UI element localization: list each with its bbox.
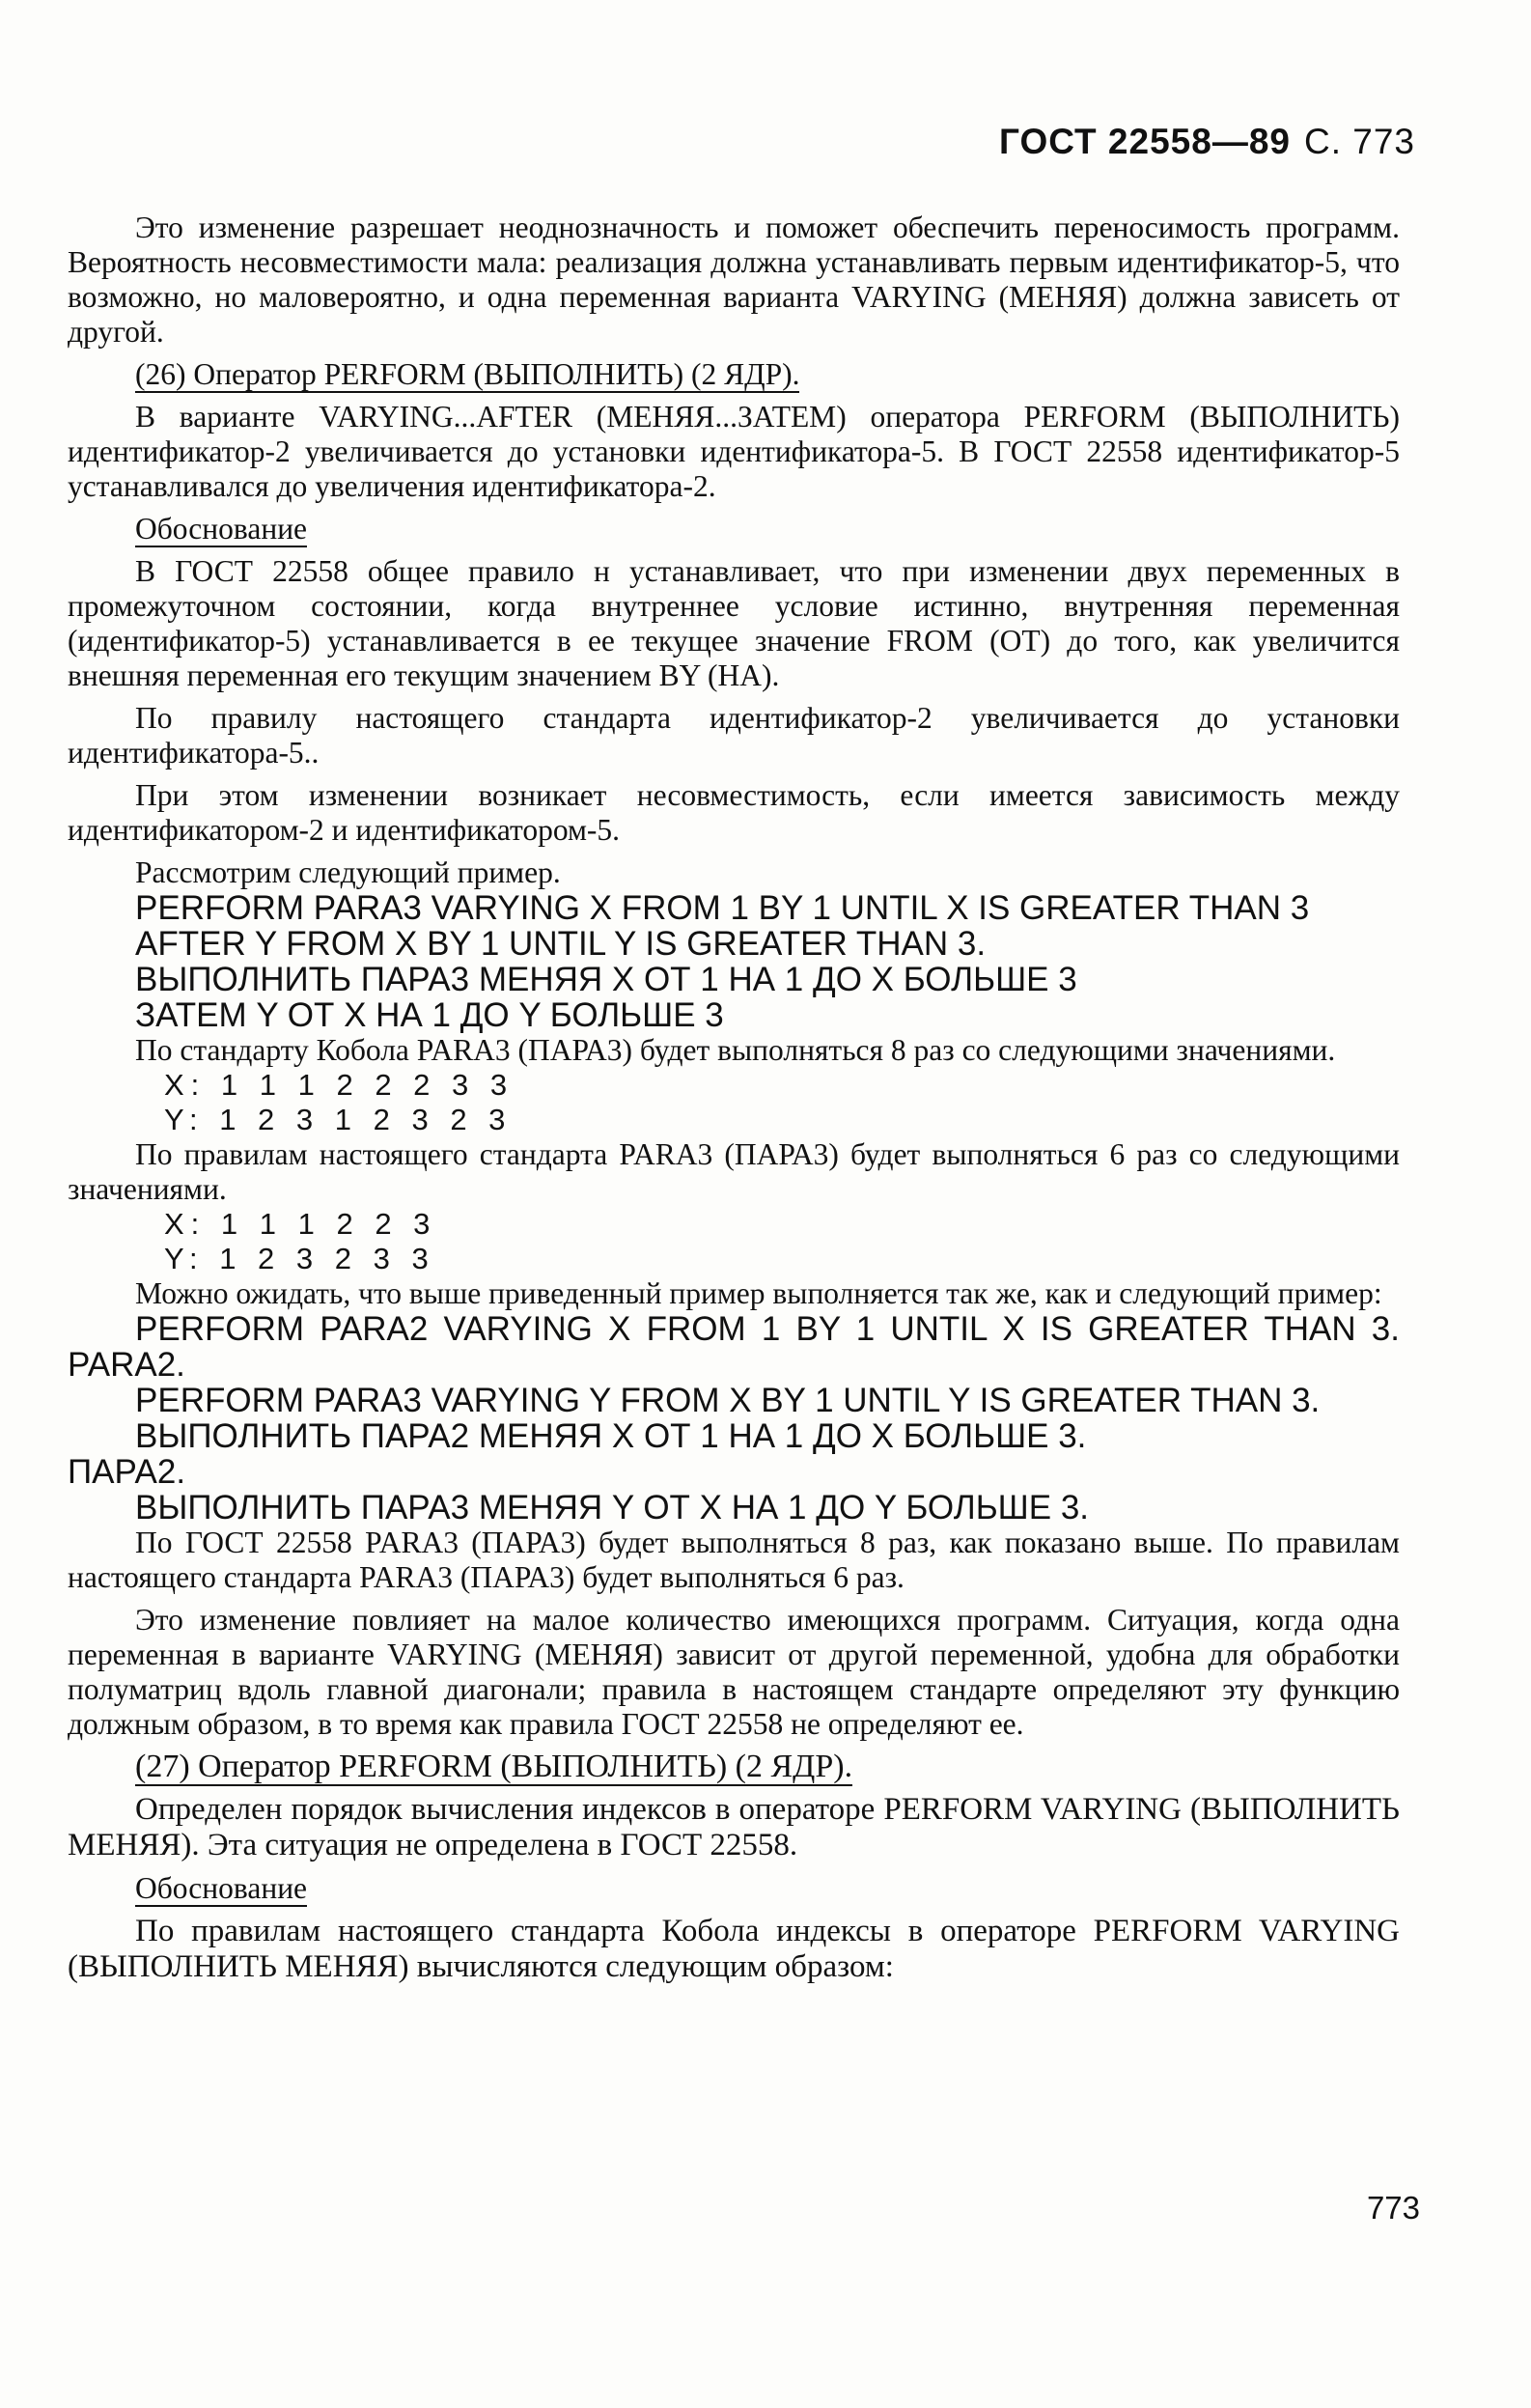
paragraph: По правилу настоящего стандарта идентификатор-2 увеличивается до установки идентификатора-5.. xyxy=(68,701,1400,770)
standard-code: ГОСТ 22558—89 xyxy=(998,122,1291,161)
paragraph: По правилам настоящего стандарта PARA3 (ПАРА3) будет выполняться 6 раз со следующими значениями. xyxy=(68,1137,1400,1206)
paragraph: Это изменение повлияет на малое количество имеющихся программ. Ситуация, когда одна переменная в варианте VARYING (МЕНЯЯ) зависит от другой переменной, удобна для обработки полуматриц вдоль главной диагонали; правила в настоящем стандарте определяют эту функцию должным образом, в то время как правила ГОСТ 22558 не определяют ее. xyxy=(68,1603,1400,1741)
code-line: PERFORM PARA3 VARYING Y FROM X BY 1 UNTIL Y IS GREATER THAN 3. xyxy=(135,1382,1321,1419)
code-line: ЗАТЕМ Y ОТ X НА 1 ДО Y БОЛЬШЕ 3 xyxy=(135,996,724,1034)
section-heading-text: (27) Оператор PERFORM (ВЫПОЛНИТЬ) (2 ЯДР). xyxy=(135,1749,853,1784)
header-page-number: С. 773 xyxy=(1303,122,1415,161)
paragraph: Можно ожидать, что выше приведенный пример выполняется так же, как и следующий пример: xyxy=(135,1276,1382,1310)
paragraph: По стандарту Кобола PARA3 (ПАРА3) будет выполняться 8 раз со следующими значениями. xyxy=(135,1033,1336,1067)
page-number: 773 xyxy=(1366,2190,1420,2226)
value-sequence-y: Y: 1 2 3 1 2 3 2 3 xyxy=(164,1103,513,1136)
code-line: ВЫПОЛНИТЬ ПАРА3 МЕНЯЯ X ОТ 1 НА 1 ДО X БОЛЬШЕ 3 xyxy=(135,961,1077,998)
value-sequence-x: X: 1 1 1 2 2 3 xyxy=(164,1207,437,1241)
code-line: AFTER Y FROM X BY 1 UNTIL Y IS GREATER THAN 3. xyxy=(135,925,987,963)
value-sequence-x: X: 1 1 1 2 2 2 3 3 xyxy=(164,1068,515,1102)
justification-heading-text: Обоснование xyxy=(135,512,308,546)
paragraph: Это изменение разрешает неоднозначность и поможет обеспечить переносимость программ. Вероятность несовместимости мала: реализация должна устанавливать первым идентификатор-5, что возможно, но маловероятно, и одна переменная варианта VARYING (МЕНЯЯ) должна зависеть от другой. xyxy=(68,210,1400,349)
value-sequence-y: Y: 1 2 3 2 3 3 xyxy=(164,1242,435,1275)
page-header xyxy=(999,122,1415,162)
code-line: PERFORM PARA3 VARYING X FROM 1 BY 1 UNTIL X IS GREATER THAN 3 xyxy=(135,889,1310,927)
document-body xyxy=(68,210,1400,1993)
paragraph: При этом изменении возникает несовместимость, если имеется зависимость между идентификатором-2 и идентификатором-5. xyxy=(68,778,1400,847)
section-heading-27 xyxy=(68,1750,1400,1784)
justification-heading xyxy=(68,512,1400,546)
code-line: PERFORM PARA2 VARYING X FROM 1 BY 1 UNTIL X IS GREATER THAN 3. PARA2. xyxy=(68,1310,1400,1384)
section-heading-26 xyxy=(68,357,1400,392)
paragraph: По правилам настоящего стандарта Кобола индексы в операторе PERFORM VARYING (ВЫПОЛНИТЬ МЕНЯЯ) вычисляются следующим образом: xyxy=(68,1914,1400,1984)
justification-heading-text: Обоснование xyxy=(135,1871,308,1905)
paragraph: По ГОСТ 22558 PARA3 (ПАРА3) будет выполняться 8 раз, как показано выше. По правилам настоящего стандарта PARA3 (ПАРА3) будет выполняться 6 раз. xyxy=(68,1526,1400,1594)
code-line: ВЫПОЛНИТЬ ПАРА3 МЕНЯЯ Y ОТ X НА 1 ДО Y БОЛЬШЕ 3. xyxy=(135,1489,1090,1526)
paragraph: В варианте VARYING...AFTER (МЕНЯЯ...ЗАТЕМ) оператора PERFORM (ВЫПОЛНИТЬ) идентификатор-2 увеличивается до установки идентификатора-5. В ГОСТ 22558 идентификатор-5 устанавливался до увеличения идентификатора-2. xyxy=(68,400,1400,503)
section-heading-text: (26) Оператор PERFORM (ВЫПОЛНИТЬ) (2 ЯДР). xyxy=(135,357,800,391)
code-line: ПАРА2. xyxy=(68,1453,186,1491)
paragraph: Определен порядок вычисления индексов в операторе PERFORM VARYING (ВЫПОЛНИТЬ МЕНЯЯ). Эта ситуация не определена в ГОСТ 22558. xyxy=(68,1792,1400,1862)
justification-heading xyxy=(68,1871,1400,1906)
paragraph: Рассмотрим следующий пример. xyxy=(135,855,561,889)
code-line: ВЫПОЛНИТЬ ПАРА2 МЕНЯЯ X ОТ 1 НА 1 ДО X БОЛЬШЕ 3. xyxy=(135,1417,1087,1455)
paragraph: В ГОСТ 22558 общее правило н устанавливает, что при изменении двух переменных в промежуточном состоянии, когда внутреннее условие истинно, внутренняя переменная (идентификатор-5) устанавливается в ее текущее значение FROM (ОТ) до того, как увеличится внешняя переменная его текущим значением BY (НА). xyxy=(68,554,1400,692)
